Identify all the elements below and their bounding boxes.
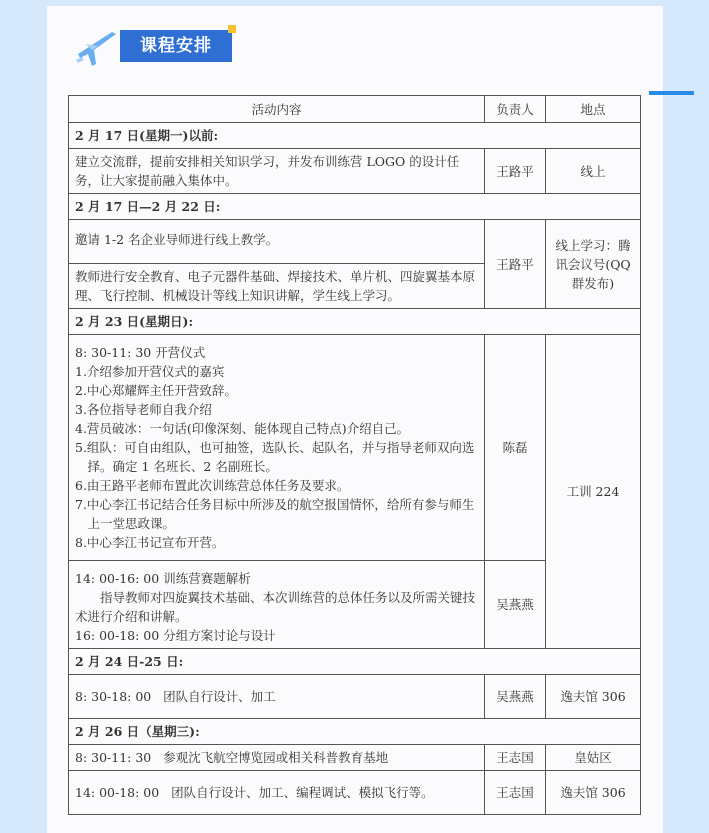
location: 逸夫馆 306 xyxy=(546,675,641,719)
person-in-charge: 陈磊 xyxy=(485,335,546,561)
activity-time: 14: 00-16: 00 训练营赛题解析 xyxy=(75,571,251,586)
activity-content xyxy=(69,335,485,561)
list-item: 2.中心郑耀辉主任开营致辞。 xyxy=(75,383,237,398)
section-row xyxy=(69,719,641,745)
activity-content: 邀请 1-2 名企业导师进行线上教学。 xyxy=(69,220,485,264)
person-in-charge: 王路平 xyxy=(485,149,546,194)
section-date: 2 月 24 日-25 日: xyxy=(69,649,641,675)
list-item: 7.中心李江书记结合任务目标中所涉及的航空报国情怀，给所有参与师生上一堂思政课。 xyxy=(75,497,475,531)
activity-content xyxy=(69,561,485,649)
activity-content: 14: 00-18: 00 团队自行设计、加工、编程调试、模拟飞行等。 xyxy=(69,771,485,815)
column-header: 负责人 xyxy=(485,96,546,123)
activity-content: 8: 30-18: 00 团队自行设计、加工 xyxy=(69,675,485,719)
location: 工训 224 xyxy=(546,335,641,649)
activity-content: 8: 30-11: 30 参观沈飞航空博览园或相关科普教育基地 xyxy=(69,745,485,771)
section-row xyxy=(69,309,641,335)
activity-description: 指导教师对四旋翼技术基础、本次训练营的总体任务以及所需关键技术进行介绍和讲解。 xyxy=(75,590,476,624)
section-date: 2 月 26 日（星期三): xyxy=(69,719,641,745)
table-row xyxy=(69,771,641,815)
person-in-charge: 吴燕燕 xyxy=(485,561,546,649)
table-row xyxy=(69,745,641,771)
section-date: 2 月 17 日—2 月 22 日: xyxy=(69,194,641,220)
column-header: 活动内容 xyxy=(69,96,485,123)
section-row xyxy=(69,194,641,220)
section-row xyxy=(69,123,641,149)
section-row xyxy=(69,649,641,675)
schedule-table xyxy=(68,95,641,815)
location: 皇姑区 xyxy=(546,745,641,771)
list-item: 6.由王路平老师布置此次训练营总体任务及要求。 xyxy=(75,478,350,493)
table-row xyxy=(69,335,641,561)
section-header xyxy=(72,24,272,72)
decorative-line xyxy=(649,91,694,95)
activity-time: 8: 30-11: 30 开营仪式 xyxy=(75,345,206,360)
activity-content: 教师进行安全教育、电子元器件基础、焊接技术、单片机、四旋翼基本原理、飞行控制、机械设计等线上知识讲解，学生线上学习。 xyxy=(69,264,485,309)
person-in-charge: 王志国 xyxy=(485,771,546,815)
table-row xyxy=(69,675,641,719)
title-corner-accent xyxy=(228,25,236,33)
table-row xyxy=(69,220,641,264)
activity-content: 建立交流群，提前安排相关知识学习，并发布训练营 LOGO 的设计任务，让大家提前融入集体中。 xyxy=(69,149,485,194)
list-item: 4.营员破冰：一句话(印像深刻、能体现自己特点)介绍自己。 xyxy=(75,421,410,436)
column-header: 地点 xyxy=(546,96,641,123)
table-row xyxy=(69,149,641,194)
location: 线上学习：腾讯会议号(QQ群发布) xyxy=(546,220,641,309)
list-item: 5.组队：可自由组队，也可抽签，选队长、起队名，并与指导老师双向选择。确定 1 名班长、2 名副班长。 xyxy=(75,440,475,474)
person-in-charge: 王志国 xyxy=(485,745,546,771)
person-in-charge: 王路平 xyxy=(485,220,546,309)
list-item: 8.中心李江书记宣布开营。 xyxy=(75,535,225,550)
section-title: 课程安排 xyxy=(120,30,232,62)
plane-icon xyxy=(72,24,118,70)
person-in-charge: 吴燕燕 xyxy=(485,675,546,719)
location: 逸夫馆 306 xyxy=(546,771,641,815)
activity-time: 16: 00-18: 00 分组方案讨论与设计 xyxy=(75,628,276,643)
section-date: 2 月 23 日(星期日): xyxy=(69,309,641,335)
section-date: 2 月 17 日(星期一)以前: xyxy=(69,123,641,149)
list-item: 1.介绍参加开营仪式的嘉宾 xyxy=(75,364,225,379)
list-item: 3.各位指导老师自我介绍 xyxy=(75,402,212,417)
location: 线上 xyxy=(546,149,641,194)
table-header-row xyxy=(69,96,641,123)
